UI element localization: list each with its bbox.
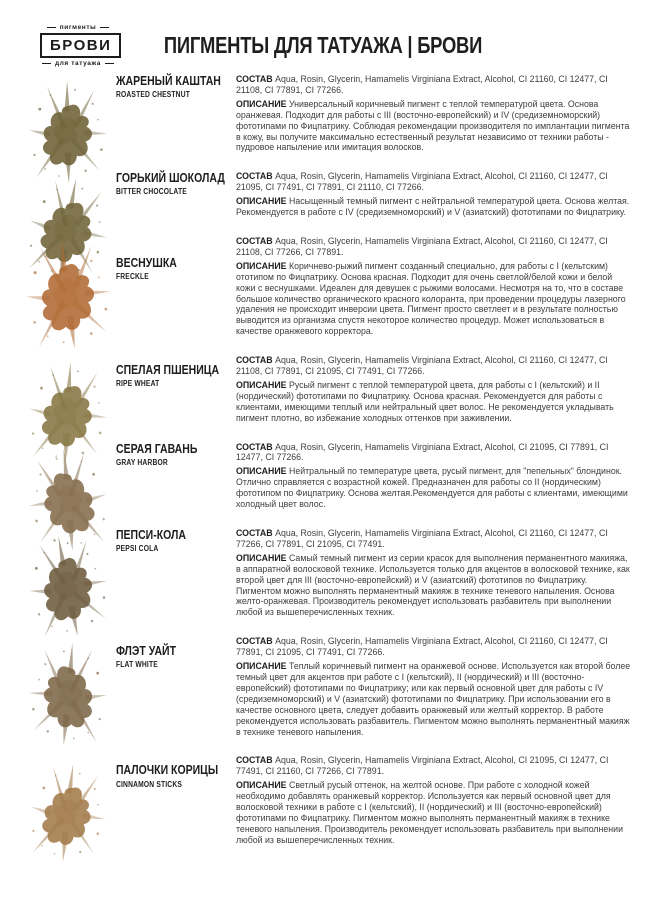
product-row-ripe-wheat: [0, 355, 633, 426]
product-row-pepsi-cola: [0, 528, 633, 621]
product-name: ПАЛОЧКИ КОРИЦЫ: [116, 763, 219, 778]
composition-label: СОСТАВ: [236, 355, 273, 366]
description-value: Нейтральный по температуре цвета, русый пигмент, для "пепельных" блондинок. Отлично справляется с возрастной кожей. Предназначен для работы со II (нордическим) фототипом по Фицпатрику. Основа желтая.Рекомендуется для работы с клиентами, имеющими холодный цвет волос.: [236, 466, 628, 510]
description-value: Русый пигмент с теплой температурой цвета, для работы с I (кельтский) и II (нордический) фототипами по Фицпатрику. Основа красная. Рекомендуется для работы с клиентами, имеющими теплый или нейтральный цвет волос. Не рекомендуется укладывать пигмент плотно, во избежание холодных оттенков при заживлении.: [236, 379, 614, 423]
product-name-en: FLAT WHITE: [116, 660, 158, 670]
description-paragraph: [236, 261, 633, 337]
product-name-en: FRECKLE: [116, 272, 149, 282]
logo-dash-left2-icon: [42, 63, 51, 65]
product-row-gray-harbor: [0, 442, 633, 513]
description-label: ОПИСАНИЕ: [236, 98, 287, 109]
paint-smear-graphic: [20, 635, 116, 753]
product-name: ГОРЬКИЙ ШОКОЛАД: [116, 171, 225, 186]
description-value: Насыщенный темный пигмент с нейтральной температурой цвета. Основа желтая. Рекомендуется в работе с IV (средиземноморский) и V (азиатский) фототипами по Фицпатрику.: [236, 196, 630, 218]
description-paragraph: [236, 780, 633, 845]
product-name: ЖАРЕНЫЙ КАШТАН: [116, 74, 221, 88]
logo-top-row: [40, 24, 116, 31]
product-name-block: [116, 636, 236, 669]
product-text: [236, 528, 633, 621]
description-paragraph: [236, 466, 633, 510]
paint-smear-graphic: [20, 755, 117, 872]
product-name-block: [116, 171, 236, 196]
description-paragraph: [236, 380, 633, 424]
logo-dash-right2-icon: [105, 63, 114, 65]
composition-label: СОСТАВ: [236, 528, 273, 538]
product-list: [0, 74, 646, 849]
composition-value: Aqua, Rosin, Glycerin, Hamamelis Virginiana Extract, Alcohol, CI 21095, CI 12477, CI 77491, CI 21160, CI 77266, CI 77891.: [236, 755, 609, 777]
product-text: [236, 236, 633, 340]
description-value: Светлый русый оттенок, на желтой основе. При работе с холодной кожей необходимо добавлять оранжевый корректор. Используется как первый основной цвет для волосковой техники в работе с I (кельтский), II (нордический) и III (восточно-европейский) фототипами по Фицпатрику. Пигментом можно выполнять перманентный макияж в технике теневого напыления. Производитель рекомендует использовать разбавитель при выполнении любой из вышеперечисленных техник.: [236, 780, 623, 845]
product-text: [236, 636, 633, 740]
product-row-cinnamon-sticks: [0, 755, 633, 848]
composition-label: СОСТАВ: [236, 74, 273, 84]
description-label: ОПИСАНИЕ: [236, 379, 287, 390]
composition-value: Aqua, Rosin, Glycerin, Hamamelis Virginiana Extract, Alcohol, CI 21160, CI 12477, CI 21095, CI 77491, CI 77891, CI 21110, CI 77266.: [236, 171, 608, 193]
page-title: ПИГМЕНТЫ ДЛЯ ТАТУАЖА | БРОВИ: [163, 32, 483, 58]
product-row-freckle: [0, 236, 633, 340]
product-name-en: CINNAMON STICKS: [116, 779, 182, 789]
description-paragraph: [236, 196, 633, 218]
composition-paragraph: [236, 755, 633, 777]
description-label: ОПИСАНИЕ: [236, 260, 287, 271]
product-name-en: PEPSI COLA: [116, 544, 159, 554]
logo-top-label: пигменты: [59, 24, 97, 31]
product-name-en: GRAY HARBOR: [116, 457, 168, 467]
logo-dash-right-icon: [100, 27, 109, 29]
description-paragraph: [236, 99, 633, 154]
product-name-block: [116, 236, 236, 281]
product-name-block: [116, 442, 236, 467]
composition-value: Aqua, Rosin, Glycerin, Hamamelis Virginiana Extract, Alcohol, CI 21095, CI 77891, CI 12477, CI 77266.: [236, 441, 609, 463]
product-row-bitter-chocolate: [0, 171, 633, 221]
description-value: Универсальный коричневый пигмент с теплой температурой цвета. Основа оранжевая. Подходит для работы с III (восточно-европейский) и IV (средиземноморский) фототипами по Фицпатрику. Соблюдая рекомендации производителя по имплантации пигмента в кожу, вы получите максимально естественный результат независимо от техники работы - пудровое напыление или имитация волосков.: [236, 98, 630, 153]
product-name-block: [116, 755, 236, 788]
product-name: СПЕЛАЯ ПШЕНИЦА: [116, 363, 220, 378]
composition-paragraph: [236, 236, 633, 258]
composition-label: СОСТАВ: [236, 441, 273, 452]
product-row-flat-white: [0, 636, 633, 740]
description-value: Теплый коричневый пигмент на оранжевой основе. Используется как второй более темный цвет для акцентов при работе с I (кельтский), II (нордический) и III (восточно-европейский) фототипами по Фицпатрику; или как первый основной цвет для работы с IV (средиземноморский) и V (азиатский) фототипами по Фицпатрику. При использовании его в качестве основного цвета, следует добавить оранжевый или желтый корректор. В работе рекомендуется использовать разбавитель. Пигментом можно выполнять перманентный макияж в технике теневого напыления.: [236, 661, 631, 737]
product-name: ПЕПСИ-КОЛА: [116, 528, 186, 542]
product-name: ВЕСНУШКА: [116, 255, 177, 270]
description-label: ОПИСАНИЕ: [236, 780, 287, 791]
composition-paragraph: [236, 528, 633, 550]
composition-label: СОСТАВ: [236, 755, 273, 766]
description-paragraph: [236, 661, 633, 737]
product-text: [236, 355, 633, 426]
composition-paragraph: [236, 636, 633, 658]
composition-paragraph: [236, 74, 633, 96]
product-row-roasted-chestnut: [0, 74, 633, 156]
description-label: ОПИСАНИЕ: [236, 552, 287, 563]
composition-value: Aqua, Rosin, Glycerin, Hamamelis Virginiana Extract, Alcohol, CI 21160, CI 12477, CI 21108, CI 77891, CI 77266.: [236, 74, 608, 95]
page-header: [0, 0, 646, 74]
product-text: [236, 171, 633, 221]
product-name: СЕРАЯ ГАВАНЬ: [116, 441, 198, 456]
description-value: Самый темный пигмент из серии красок для выполнения перманентного макияжа, в аппаратной волосковой технике. Используется только для акцентов в волосковой технике, как второй цвет для III (восточно-европейский) и V (азиатский) фототипов по Фицпатрику. Пигментом можно выполнять перманентный макияж в технике теневого напыления. Основа желто-оранжевая. Производитель рекомендует использовать разбавитель при выполнении любой из вышеперечисленных техник.: [236, 552, 630, 618]
composition-paragraph: [236, 442, 633, 464]
description-label: ОПИСАНИЕ: [236, 196, 287, 207]
paint-smear-graphic: [14, 229, 121, 359]
product-name-en: ROASTED CHESTNUT: [116, 90, 190, 100]
logo-dash-left-icon: [47, 27, 56, 29]
description-label: ОПИСАНИЕ: [236, 661, 287, 672]
composition-label: СОСТАВ: [236, 235, 273, 246]
product-name-block: [116, 74, 236, 99]
composition-value: Aqua, Rosin, Glycerin, Hamamelis Virginiana Extract, Alcohol, CI 21160, CI 12477, CI 21108, CI 77266, CI 77891.: [236, 235, 608, 257]
product-text: [236, 442, 633, 513]
composition-label: СОСТАВ: [236, 171, 273, 182]
composition-paragraph: [236, 171, 633, 193]
composition-label: СОСТАВ: [236, 636, 273, 647]
description-value: Коричнево-рыжий пигмент созданный специально, для работы с I (кельтским) ототипом по Фицпатрику. Основа красная. Подходит для очень светлой/белой кожи и белой кожи с веснушками. Идеален для девушек с рыжими волосами. Несмотря на то, что в составе большое количество органического красного колоранта, при проведении процедуры лазерного удаления не происходит инверсии цвета. Пигмент просто светлеет и в результате полностью выводится из организма спустя некоторое количество процедур. Может использоваться в качестве оранжевого корректора.: [236, 260, 626, 337]
product-name-en: BITTER CHOCOLATE: [116, 187, 187, 197]
product-name-block: [116, 355, 236, 388]
composition-value: Aqua, Rosin, Glycerin, Hamamelis Virginiana Extract, Alcohol, CI 21160, CI 12477, CI 77266, CI 77891, CI 21095, CI 77491.: [236, 528, 608, 549]
description-paragraph: [236, 553, 633, 618]
composition-paragraph: [236, 355, 633, 377]
description-label: ОПИСАНИЕ: [236, 466, 287, 477]
composition-value: Aqua, Rosin, Glycerin, Hamamelis Virginiana Extract, Alcohol, CI 21160, CI 12477, CI 77891, CI 21095, CI 77491, CI 77266.: [236, 636, 608, 658]
product-text: [236, 755, 633, 848]
logo-bottom-label: для татуажа: [54, 60, 102, 67]
logo-bottom-row: [40, 60, 116, 67]
product-name-block: [116, 528, 236, 553]
product-name: ФЛЭТ УАЙТ: [116, 644, 177, 659]
logo-wordmark: БРОВИ: [40, 33, 121, 58]
product-text: [236, 74, 633, 156]
product-name-en: RIPE WHEAT: [116, 379, 160, 389]
composition-value: Aqua, Rosin, Glycerin, Hamamelis Virginiana Extract, Alcohol, CI 21160, CI 12477, CI 21108, CI 77891, CI 21095, CI 77491, CI 77266.: [236, 355, 608, 377]
